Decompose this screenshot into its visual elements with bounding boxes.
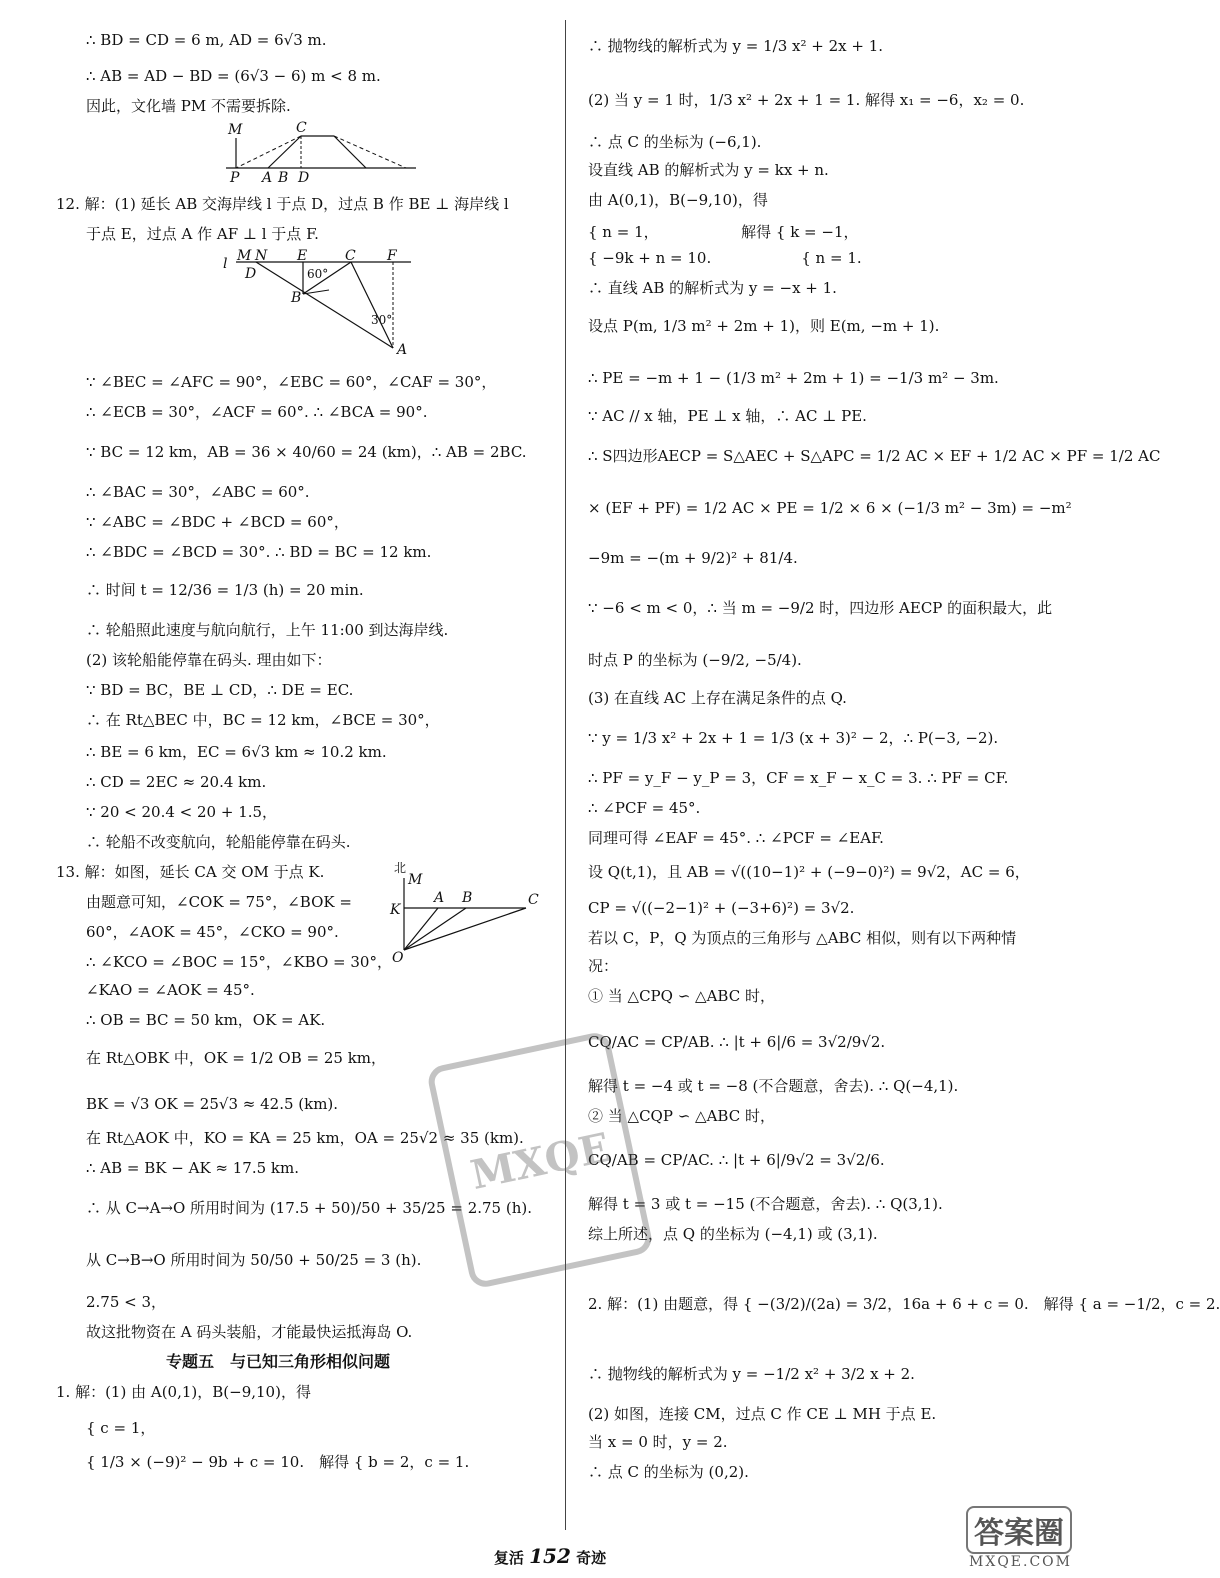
text-line: CP = √((−2−1)² + (−3+6)²) = 3√2.	[588, 899, 855, 917]
figure-label: D	[298, 170, 310, 186]
figure-label: C	[345, 248, 356, 264]
figure-label: B	[462, 890, 473, 906]
text-line: CQ/AC = CP/AB. ∴ |t + 6|/6 = 3√2/9√2.	[588, 1033, 886, 1051]
figure-label: E	[297, 248, 308, 264]
text-line: ∵ BD = BC，BE ⊥ CD，∴ DE = EC.	[86, 681, 354, 699]
figure-label: A	[397, 342, 408, 358]
figure-label: M	[228, 122, 243, 138]
text-line: 设直线 AB 的解析式为 y = kx + n.	[588, 161, 829, 179]
figure-island-diagram	[386, 858, 546, 968]
text-line: ∵ y = 1/3 x² + 2x + 1 = 1/3 (x + 3)² − 2，∴ P(−3, −2).	[588, 729, 999, 747]
text-line: (2) 如图，连接 CM，过点 C 作 CE ⊥ MH 于点 E.	[588, 1405, 937, 1423]
footer-right-word: 奇迹	[576, 1549, 607, 1567]
text-line: ∴ ∠PCF = 45°.	[588, 799, 701, 817]
text-line: 12. 解：(1) 延长 AB 交海岸线 l 于点 D，过点 B 作 BE ⊥ 海岸线 l	[56, 195, 509, 213]
text-line: ① 当 △CPQ ∽ △ABC 时，	[588, 987, 775, 1005]
figure-label: M	[408, 872, 423, 888]
text-line: × (EF + PF) = 1/2 AC × PE = 1/2 × 6 × (−1/3 m² − 3m) = −m²	[588, 499, 1072, 517]
figure-coast-diagram	[221, 248, 431, 363]
text-line: ∴ OB = BC = 50 km，OK = AK.	[86, 1011, 326, 1029]
figure-label: K	[390, 902, 401, 918]
text-line: −9m = −(m + 9/2)² + 81/4.	[588, 549, 798, 567]
text-line: ∴ 点 C 的坐标为 (−6,1).	[588, 133, 762, 151]
text-line: 故这批物资在 A 码头装船，才能最快运抵海岛 O.	[86, 1323, 413, 1341]
text-line: ∴ PF = y_F − y_P = 3，CF = x_F − x_C = 3. ∴ PF = CF.	[588, 769, 1009, 787]
text-line: ∴ ∠ECB = 30°，∠ACF = 60°. ∴ ∠BCA = 90°.	[86, 403, 428, 421]
text-line: 设点 P(m, 1/3 m² + 2m + 1)，则 E(m, −m + 1).	[588, 317, 940, 335]
text-line: ∴ ∠BDC = ∠BCD = 30°. ∴ BD = BC = 12 km.	[86, 543, 432, 561]
figure-label: N	[255, 248, 268, 264]
text-line: ∴ BE = 6 km，EC = 6√3 km ≈ 10.2 km.	[86, 743, 387, 761]
figure-label: C	[528, 892, 539, 908]
text-line: 若以 C，P，Q 为顶点的三角形与 △ABC 相似，则有以下两种情	[588, 929, 1017, 947]
text-line: ∴ 点 C 的坐标为 (0,2).	[588, 1463, 749, 1481]
text-line: { n = 1， 解得 { k = −1，	[588, 223, 859, 241]
text-line: ∴ 时间 t = 12/36 = 1/3 (h) = 20 min.	[86, 581, 364, 599]
text-line: 在 Rt△AOK 中，KO = KA = 25 km，OA = 25√2 ≈ 35 (km).	[86, 1129, 524, 1147]
text-line: ∴ BD = CD = 6 m, AD = 6√3 m.	[86, 31, 327, 49]
text-line: 当 x = 0 时，y = 2.	[588, 1433, 728, 1451]
text-line: { c = 1，	[86, 1419, 156, 1437]
text-line: ∴ CD = 2EC ≈ 20.4 km.	[86, 773, 267, 791]
figure-label: C	[296, 120, 307, 136]
text-line: 1. 解：(1) 由 A(0,1)，B(−9,10)，得	[56, 1383, 311, 1401]
text-line: (3) 在直线 AC 上存在满足条件的点 Q.	[588, 689, 847, 707]
text-line: ∴ 轮船不改变航向，轮船能停靠在码头.	[86, 833, 351, 851]
figure-label: D	[245, 266, 257, 282]
text-line: 2. 解：(1) 由题意，得 { −(3/2)/(2a) = 3/2，16a + 6 + c = 0. 解得 { a = −1/2，c = 2.	[588, 1295, 1220, 1313]
text-line: 由 A(0,1)，B(−9,10)，得	[588, 191, 768, 209]
text-line: 因此，文化墙 PM 不需要拆除.	[86, 97, 291, 115]
footer-left-word: 复活	[493, 1549, 524, 1567]
watermark-url: MXQE.COM	[969, 1554, 1072, 1570]
text-line: BK = √3 OK = 25√3 ≈ 42.5 (km).	[86, 1095, 339, 1113]
column-divider	[565, 20, 566, 1530]
text-line: ∵ −6 < m < 0，∴ 当 m = −9/2 时，四边形 AECP 的面积最大，此	[588, 599, 1053, 617]
figure-label: A	[262, 170, 273, 186]
text-line: 13. 解：如图，延长 CA 交 OM 于点 K.	[56, 863, 325, 881]
text-line: 于点 E，过点 A 作 AF ⊥ l 于点 F.	[86, 225, 319, 243]
text-line: ∴ AB = AD − BD = (6√3 − 6) m < 8 m.	[86, 67, 381, 85]
text-line: 解得 t = 3 或 t = −15 (不合题意，舍去). ∴ Q(3,1).	[588, 1195, 943, 1213]
text-line: ∵ ∠BEC = ∠AFC = 90°，∠EBC = 60°，∠CAF = 30°，	[86, 373, 497, 391]
text-line: ∴ 抛物线的解析式为 y = −1/2 x² + 3/2 x + 2.	[588, 1365, 915, 1383]
text-line: 从 C→B→O 所用时间为 50/50 + 50/25 = 3 (h).	[86, 1251, 422, 1269]
text-line: 60°，∠AOK = 45°，∠CKO = 90°.	[86, 923, 339, 941]
watermark-stamp	[440, 1040, 640, 1280]
figure-label: A	[434, 890, 445, 906]
text-line: ∵ AC // x 轴，PE ⊥ x 轴，∴ AC ⊥ PE.	[588, 407, 867, 425]
page-footer	[470, 1544, 630, 1568]
text-line: ∠KAO = ∠AOK = 45°.	[86, 981, 255, 999]
figure-label: O	[392, 950, 404, 966]
text-line: ∴ PE = −m + 1 − (1/3 m² + 2m + 1) = −1/3 m² − 3m.	[588, 369, 999, 387]
text-line: 况：	[588, 957, 619, 975]
figure-label: B	[291, 290, 302, 306]
text-line: 解得 t = −4 或 t = −8 (不合题意，舍去). ∴ Q(−4,1).	[588, 1077, 959, 1095]
text-line: 2.75 < 3，	[86, 1293, 167, 1311]
text-line: 在 Rt△OBK 中，OK = 1/2 OB = 25 km，	[86, 1049, 387, 1067]
figure-label: B	[278, 170, 289, 186]
figure-label: 北	[394, 861, 407, 875]
text-line: ∴ 轮船照此速度与航向航行，上午 11:00 到达海岸线.	[86, 621, 449, 639]
figure-label: 30°	[371, 313, 393, 327]
text-line: 设 Q(t,1)，且 AB = √((10−1)² + (−9−0)²) = 9√2，AC = 6，	[588, 863, 1030, 881]
section-heading: 专题五 与已知三角形相似问题	[166, 1352, 391, 1371]
figure-label: F	[387, 248, 397, 264]
text-line: 由题意可知，∠COK = 75°，∠BOK =	[86, 893, 352, 911]
figure-label: l	[223, 256, 228, 272]
page-number: 152	[529, 1544, 571, 1568]
text-line: (2) 当 y = 1 时，1/3 x² + 2x + 1 = 1. 解得 x₁ = −6，x₂ = 0.	[588, 91, 1025, 109]
text-line: ∵ ∠ABC = ∠BDC + ∠BCD = 60°，	[86, 513, 349, 531]
text-line: ∴ 从 C→A→O 所用时间为 (17.5 + 50)/50 + 35/25 = 2.75 (h).	[86, 1199, 532, 1217]
text-line: ∴ S四边形AECP = S△AEC + S△APC = 1/2 AC × EF + 1/2 AC × PF = 1/2 AC	[588, 447, 1161, 465]
corner-watermark	[966, 1506, 1072, 1570]
figure-label: 60°	[307, 267, 329, 281]
text-line: ∴ 抛物线的解析式为 y = 1/3 x² + 2x + 1.	[588, 37, 884, 55]
text-line: CQ/AB = CP/AC. ∴ |t + 6|/9√2 = 3√2/6.	[588, 1151, 885, 1169]
text-line: ∴ ∠BAC = 30°，∠ABC = 60°.	[86, 483, 310, 501]
text-line: 时点 P 的坐标为 (−9/2, −5/4).	[588, 651, 802, 669]
text-line: ∴ AB = BK − AK ≈ 17.5 km.	[86, 1159, 299, 1177]
text-line: { 1/3 × (−9)² − 9b + c = 10. 解得 { b = 2，c = 1.	[86, 1453, 470, 1471]
text-line: ∵ 20 < 20.4 < 20 + 1.5，	[86, 803, 278, 821]
text-line: { −9k + n = 10. { n = 1.	[588, 249, 862, 267]
text-line: ∴ ∠KCO = ∠BOC = 15°，∠KBO = 30°，	[86, 953, 392, 971]
text-line: ∴ 在 Rt△BEC 中，BC = 12 km，∠BCE = 30°，	[86, 711, 440, 729]
text-line: 综上所述，点 Q 的坐标为 (−4,1) 或 (3,1).	[588, 1225, 878, 1243]
watermark-stamp-text: MXQE	[466, 1123, 614, 1200]
text-line: (2) 该轮船能停靠在码头. 理由如下：	[86, 651, 332, 669]
text-line: ∵ BC = 12 km，AB = 36 × 40/60 = 24 (km)，∴ AB = 2BC.	[86, 443, 527, 461]
figure-label: M	[237, 248, 252, 264]
text-line: ∴ 直线 AB 的解析式为 y = −x + 1.	[588, 279, 837, 297]
figure-label: P	[230, 170, 240, 186]
text-line: 同理可得 ∠EAF = 45°. ∴ ∠PCF = ∠EAF.	[588, 829, 884, 847]
watermark-logo: 答案圈	[966, 1506, 1072, 1554]
figure-wall-diagram	[216, 120, 426, 185]
text-line: ② 当 △CQP ∽ △ABC 时，	[588, 1107, 775, 1125]
